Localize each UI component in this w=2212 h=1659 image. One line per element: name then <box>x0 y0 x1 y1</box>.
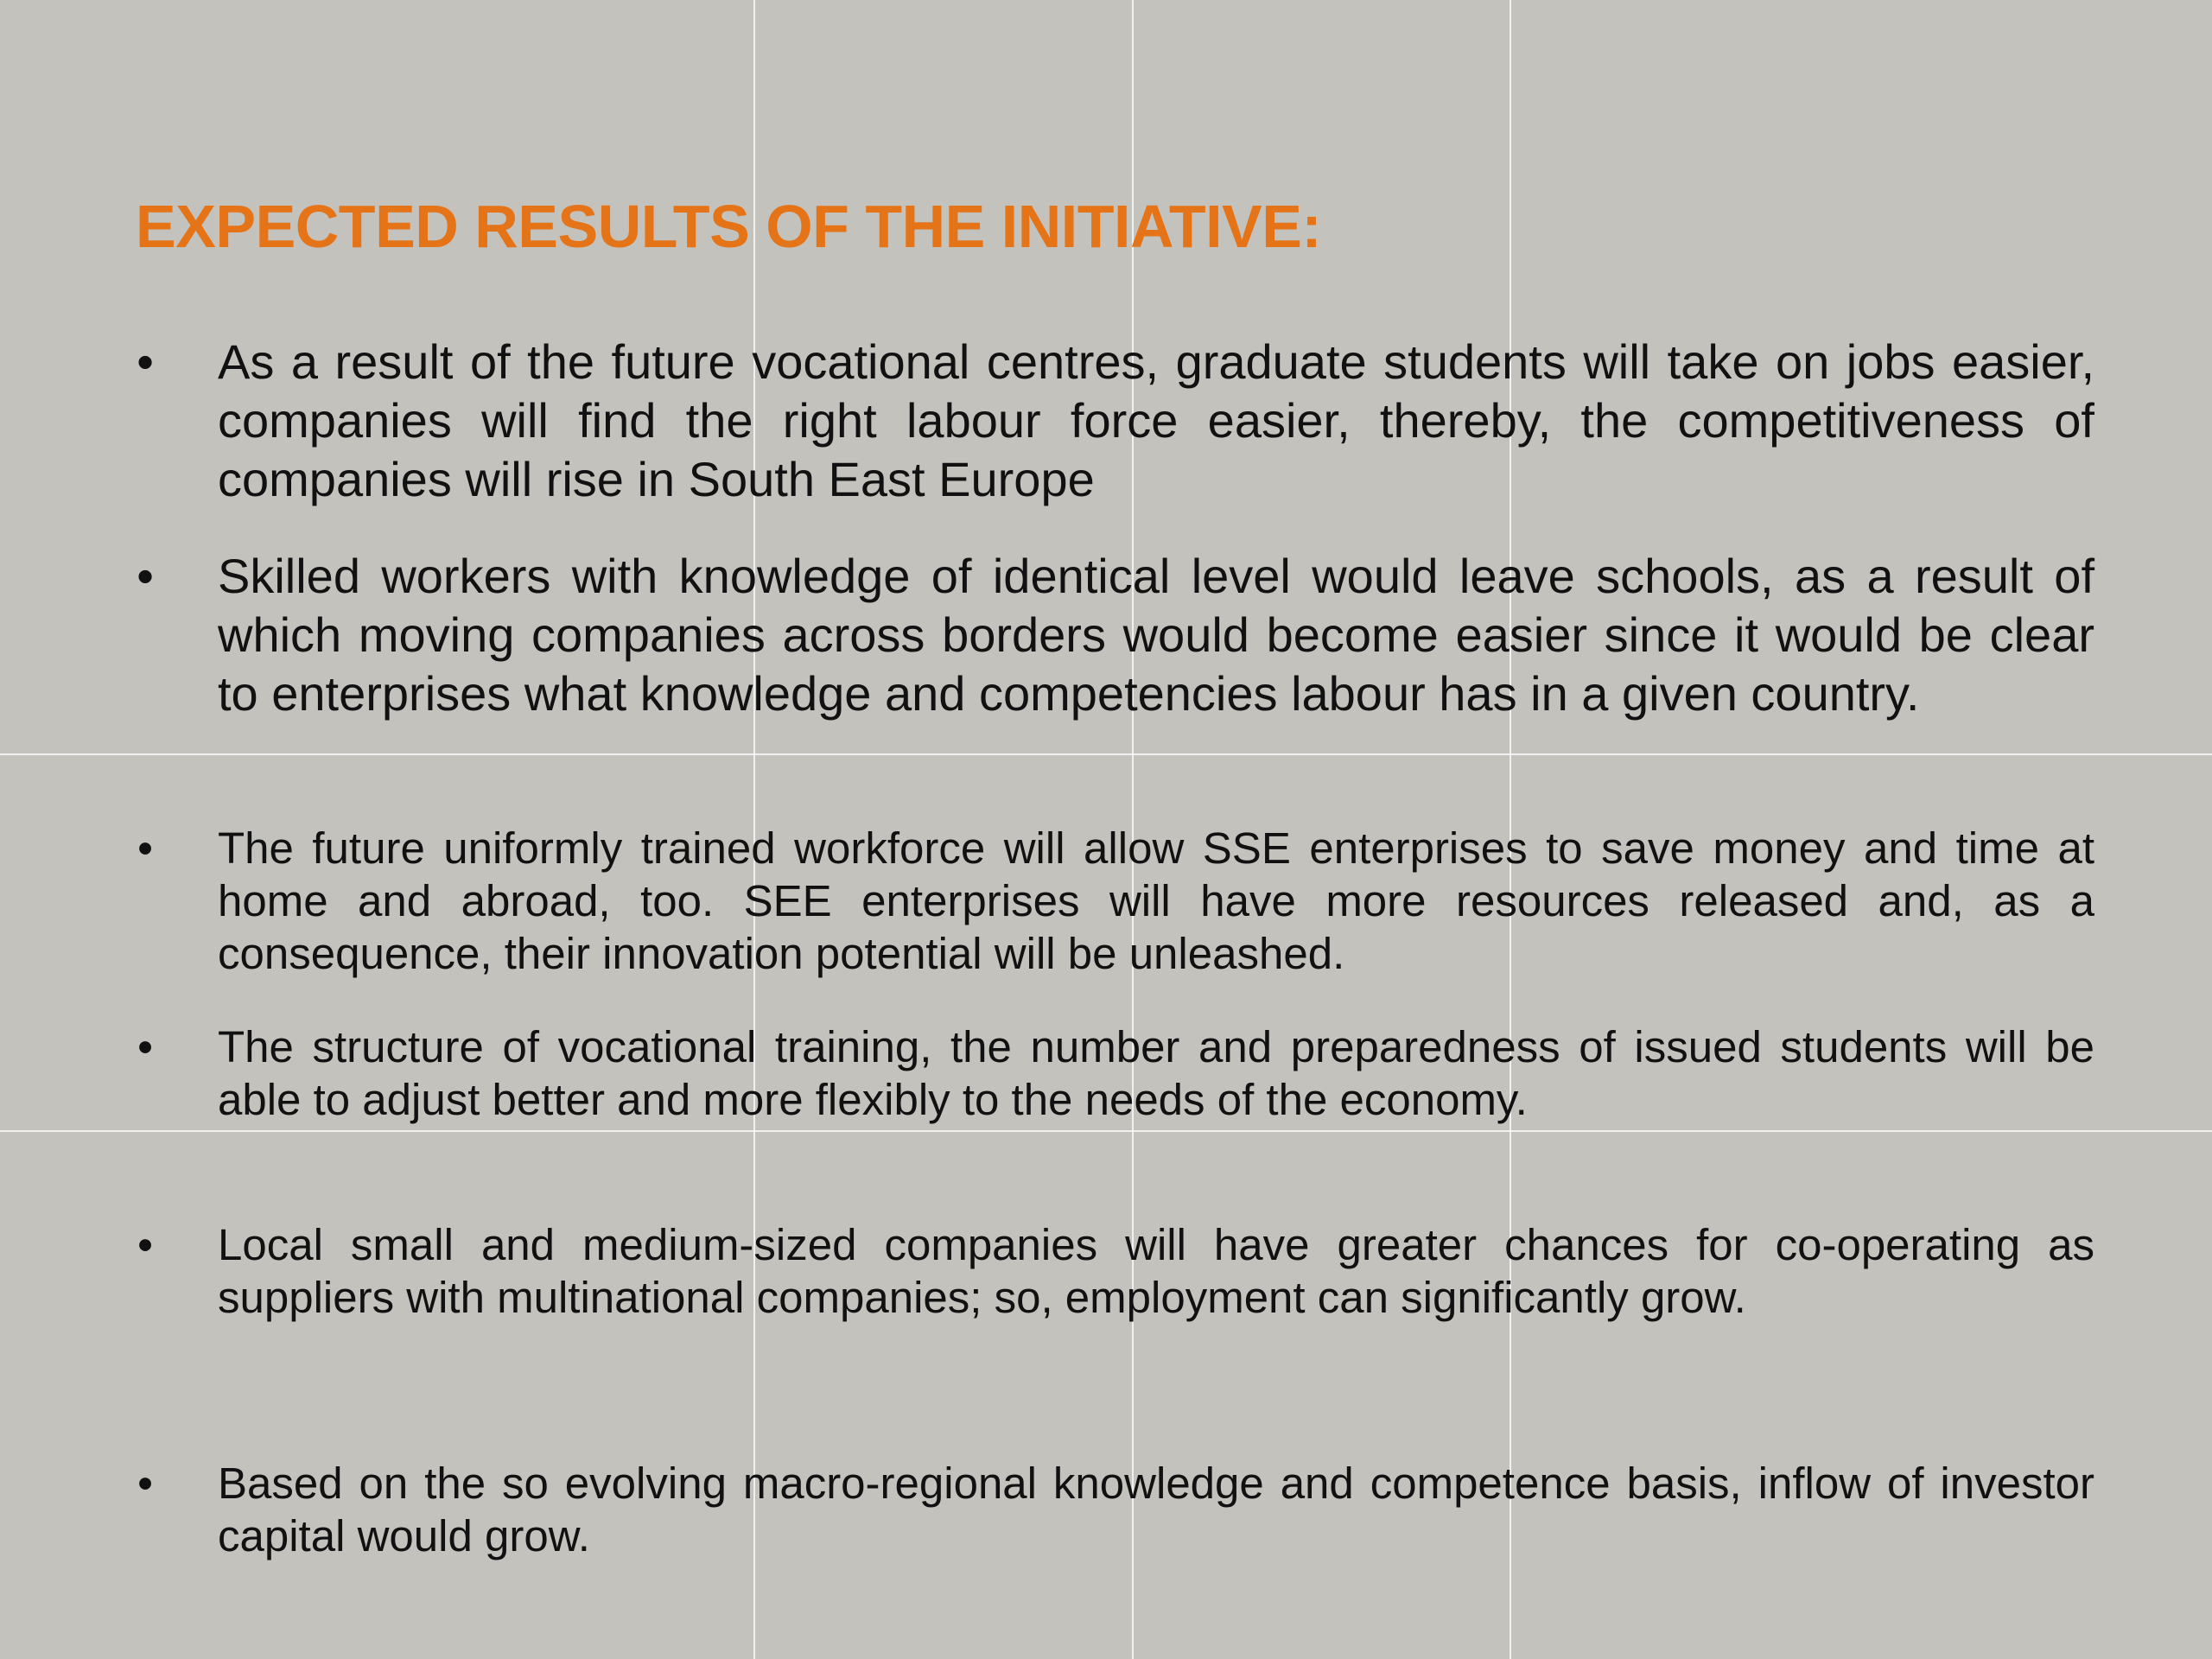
bullet-text: Based on the so evolving macro-regional knowledge and competence basis, inflow of investor capital would grow. <box>218 1459 2094 1560</box>
bullet-dot-icon: • <box>137 549 154 603</box>
bullet-text: As a result of the future vocational centres, graduate students will take on jobs easier, companies will find the right labour force easier, thereby, the competitiveness of companies will rise in South East Europe <box>218 334 2094 506</box>
bullet-text: The structure of vocational training, the number and preparedness of issued students will be able to adjust better and more flexibly to the needs of the economy. <box>218 1022 2094 1124</box>
bullet-dot-icon: • <box>137 1220 153 1269</box>
bullet-dot-icon: • <box>137 823 153 873</box>
bullet-dot-icon: • <box>137 1459 153 1508</box>
bullet-text: The future uniformly trained workforce will allow SSE enterprises to save money and time at home and abroad, too. SEE enterprises will have more resources released and, as a consequence, their innovation potential will be unleashed. <box>218 823 2094 978</box>
bullet-dot-icon: • <box>137 1022 153 1071</box>
slide-title: EXPECTED RESULTS OF THE INITIATIVE: <box>136 193 1322 260</box>
bullet-dot-icon: • <box>137 334 154 389</box>
bullet-text: Local small and medium-sized companies will have greater chances for co-operating as suppliers with multinational companies; so, employment can significantly grow. <box>218 1220 2094 1322</box>
bullet-text: Skilled workers with knowledge of identical level would leave schools, as a result of which moving companies across borders would become easier since it would be clear to enterprises what knowledge and competencies labour has in a given country. <box>218 549 2094 721</box>
